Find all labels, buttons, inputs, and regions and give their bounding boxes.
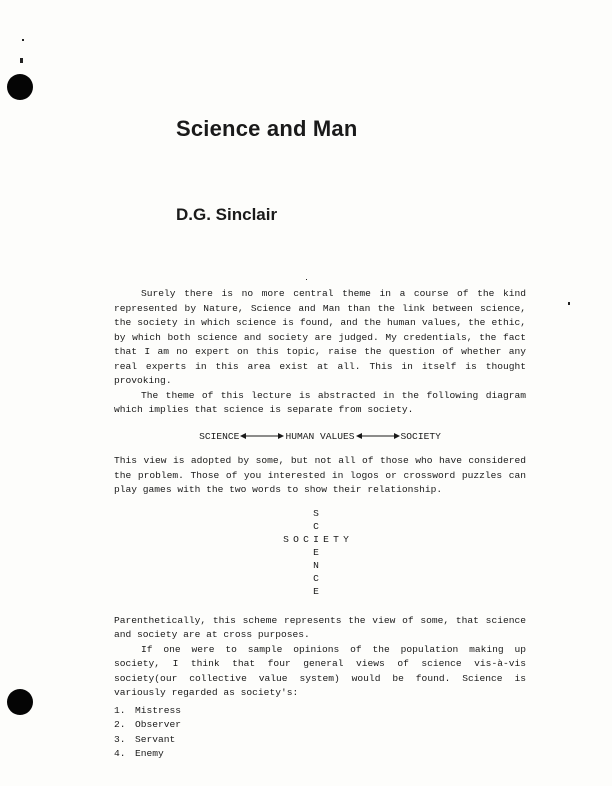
paragraph-parenthetical: Parenthetically, this scheme represents the view of some, that science and society are at cross purposes. [114, 614, 526, 640]
list-item [114, 704, 526, 719]
views-list [114, 704, 526, 762]
crossword-letter: C [313, 520, 319, 532]
scan-mark [22, 39, 24, 41]
body-text [114, 287, 526, 762]
diagram-society-label: SOCIETY [400, 430, 441, 442]
diagram-science-label: SCIENCE [199, 430, 240, 442]
binder-hole-top [7, 74, 33, 100]
list-number: 2. [114, 719, 126, 730]
crossword-letter: N [313, 559, 319, 571]
binder-hole-bottom [7, 689, 33, 715]
list-label: Observer [135, 719, 182, 730]
list-item [114, 733, 526, 748]
scan-mark [20, 58, 23, 63]
diagram-human-values-label: HUMAN VALUES [285, 430, 355, 442]
document-title: Science and Man [176, 116, 358, 141]
crossword-letter: C [303, 533, 309, 545]
list-item [114, 718, 526, 733]
crossword-letter: E [313, 585, 319, 597]
list-number: 3. [114, 733, 126, 745]
author-name: D.G. Sinclair [176, 205, 278, 224]
crossword-letter: S [313, 507, 319, 519]
crossword-letter: E [313, 546, 319, 558]
scan-mark [306, 279, 307, 280]
crossword-diagram [114, 508, 526, 608]
crossword-letter: T [333, 533, 339, 545]
scan-mark [568, 302, 570, 305]
crossword-letter: O [293, 533, 299, 545]
list-number: 1. [114, 704, 126, 716]
paragraph-opinions: If one were to sample opinions of the population making up society, I think that four general views of science vis-à-vis society(our collective value system) would be found. Science is variously regarded as society's: [114, 643, 526, 698]
paragraph-theme: The theme of this lecture is abstracted in the following diagram which implies that science is separate from society. [114, 389, 526, 415]
list-number: 4. [114, 748, 126, 759]
paragraph-view: This view is adopted by some, but not all of those who have considered the problem. Those of you interested in logos or crossword puzzles can play games with the two words to show their relationship. [114, 455, 526, 495]
double-arrow-icon [240, 432, 284, 440]
double-arrow-icon [356, 432, 400, 440]
list-label: Mistress [135, 704, 182, 716]
crossword-letter: E [323, 533, 329, 545]
list-item [114, 747, 526, 762]
paragraph-intro: Surely there is no more central theme in a course of the kind represented by Nature, Science and Man than the link between science, the society in which science is found, and the human values, the ethic, by which both science and society are judged. My credentials, the fact that I am no expert on this topic, raise the question of whether any real experts in this area exist at all. This in itself is thought provoking. [114, 288, 526, 386]
crossword-letter: Y [343, 533, 349, 545]
crossword-letter: C [313, 572, 319, 584]
crossword-letter: I [313, 533, 319, 545]
list-label: Enemy [135, 748, 164, 759]
crossword-letter: S [283, 533, 289, 545]
list-label: Servant [135, 733, 176, 745]
relationship-diagram [114, 430, 526, 445]
